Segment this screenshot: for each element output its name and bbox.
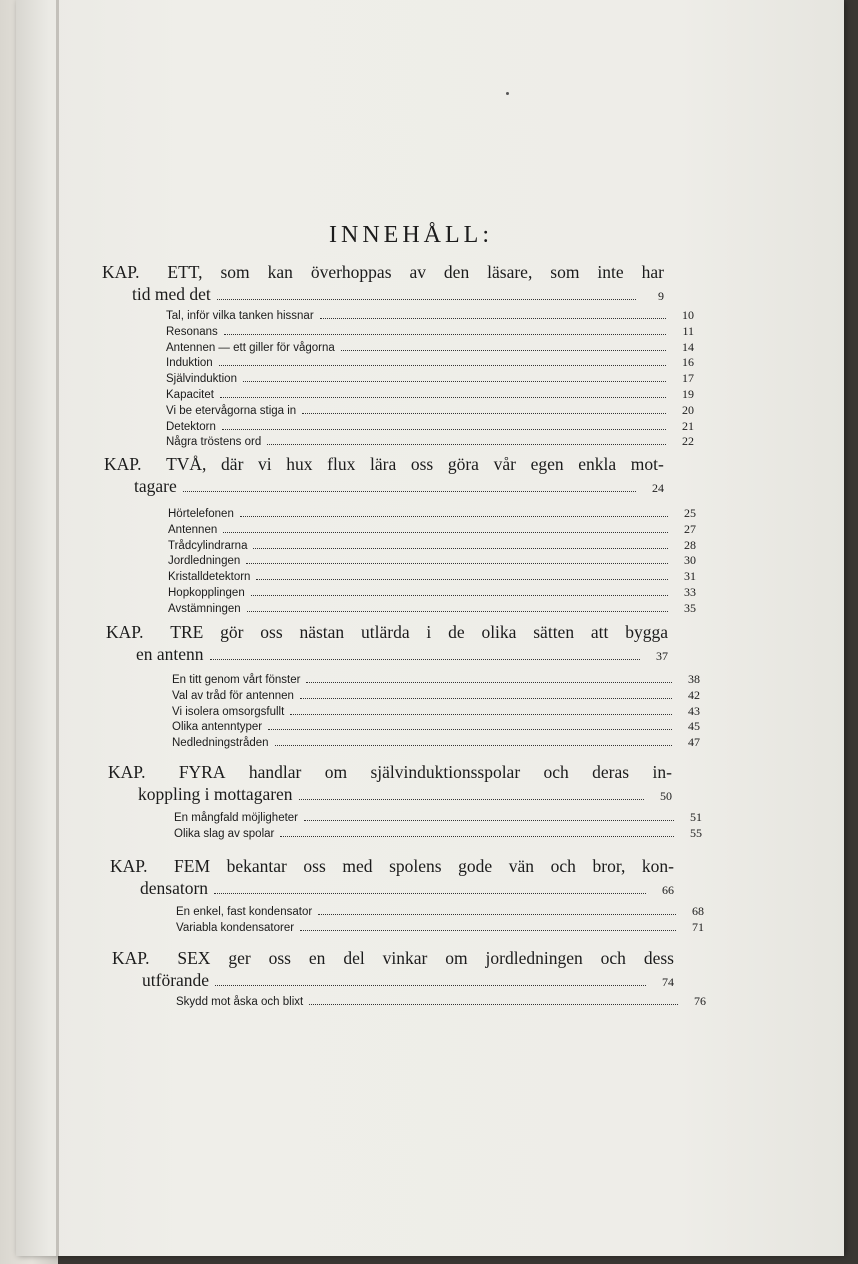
dot-leader — [280, 836, 674, 837]
subsection-title: Några tröstens ord — [166, 436, 262, 449]
list-item — [172, 735, 700, 751]
subsection-title: Självinduktion — [166, 373, 237, 386]
page-number: 43 — [688, 703, 700, 718]
chapter-heading — [110, 856, 674, 901]
heading-word: självinduktionsspolar — [370, 762, 521, 782]
heading-word: att — [590, 622, 609, 642]
list-item — [174, 810, 702, 826]
heading-word: oss — [303, 856, 326, 876]
page-number: 20 — [682, 402, 694, 417]
heading-word: bygga — [625, 622, 668, 642]
heading-word: sätten — [533, 622, 575, 642]
page-number: 9 — [658, 288, 664, 303]
heading-word: kon- — [641, 856, 674, 876]
chapter-heading — [102, 262, 664, 307]
heading-word: deras — [592, 762, 630, 782]
chapter-heading-continuation — [112, 970, 674, 994]
chapter-heading-line — [108, 762, 672, 784]
subsection-title: Skydd mot åska och blixt — [176, 996, 304, 1008]
heading-word: vän — [508, 856, 535, 876]
page-number: 74 — [662, 974, 674, 989]
heading-word: där — [221, 454, 244, 474]
heading-word: TVÅ, — [166, 454, 207, 474]
page-number: 38 — [688, 672, 700, 686]
subsection-title: Hopkopplingen — [168, 586, 245, 599]
page-title: INNEHÅLL: — [329, 222, 493, 248]
dot-leader — [267, 444, 666, 445]
heading-word: FYRA — [178, 762, 226, 782]
chapter-heading-line — [104, 454, 664, 476]
heading-word: KAP. — [112, 948, 150, 968]
page-number: 28 — [684, 537, 696, 552]
chapter-heading — [108, 762, 672, 807]
heading-word: gör — [220, 622, 244, 642]
page-number: 51 — [690, 810, 702, 824]
subsection-title: Antennen — [168, 523, 218, 536]
heading-word: överhoppas — [310, 262, 392, 282]
heading-word: vår — [493, 454, 516, 474]
page-fold — [56, 0, 59, 1256]
page-number: 55 — [690, 825, 702, 840]
page-number: 21 — [682, 418, 694, 433]
heading-word: flux — [327, 454, 356, 474]
heading-word: som — [550, 262, 580, 282]
page-number: 33 — [684, 584, 696, 599]
heading-word: oss — [268, 948, 291, 968]
subsection-title: Jordledningen — [168, 555, 241, 568]
chapter-heading — [106, 622, 668, 667]
heading-word: KAP. — [106, 622, 144, 642]
dot-leader — [217, 299, 636, 300]
page-number: 31 — [684, 569, 696, 584]
dot-leader — [341, 350, 666, 351]
heading-continuation-text: utförande — [142, 969, 210, 990]
heading-word: KAP. — [108, 762, 146, 782]
dot-leader — [251, 595, 668, 596]
heading-word: mot- — [630, 454, 664, 474]
heading-word: bekantar — [226, 856, 287, 876]
subsection-title: En titt genom vårt fönster — [172, 674, 301, 686]
heading-word: oss — [410, 454, 434, 474]
subsection-title: Avstämningen — [168, 602, 241, 615]
list-item — [168, 601, 696, 617]
heading-word: och — [543, 762, 569, 782]
heading-word: KAP. — [110, 856, 148, 876]
dot-leader — [222, 429, 666, 430]
subsection-list — [168, 506, 696, 617]
heading-word: in- — [652, 762, 672, 782]
dot-leader — [240, 516, 668, 517]
dot-leader — [220, 397, 666, 398]
subsection-title: Vi be etervågorna stiga in — [166, 404, 297, 417]
list-item — [174, 826, 702, 842]
page-number: 66 — [662, 882, 674, 897]
subsection-list — [166, 308, 694, 450]
heading-word: göra — [447, 454, 479, 474]
page-number: 24 — [652, 480, 664, 495]
list-item — [172, 719, 700, 735]
page-number: 45 — [688, 719, 700, 734]
page-number: 19 — [682, 386, 694, 401]
page-number: 17 — [682, 371, 694, 386]
page-number: 22 — [682, 434, 694, 449]
heading-word: och — [600, 948, 626, 968]
subsection-list — [174, 810, 702, 842]
dot-leader — [243, 381, 666, 382]
heading-word: jordledningen — [485, 948, 583, 968]
heading-word: i — [426, 622, 432, 642]
chapter-heading-continuation — [108, 784, 672, 808]
list-item — [166, 403, 694, 419]
dot-leader — [318, 914, 676, 915]
chapter-heading-continuation — [102, 284, 664, 308]
subsection-title: Hörtelefonen — [168, 508, 234, 520]
list-item — [168, 538, 696, 554]
page-number: 35 — [684, 600, 696, 615]
list-item — [166, 355, 694, 371]
heading-word: olika — [481, 622, 517, 642]
page-number: 50 — [660, 788, 672, 803]
heading-word: egen — [530, 454, 564, 474]
dot-leader — [300, 930, 676, 931]
dot-leader — [214, 893, 646, 894]
chapter-heading-line — [112, 948, 674, 970]
heading-word: med — [342, 856, 373, 876]
page-number: 37 — [656, 648, 668, 663]
page-number: 27 — [684, 521, 696, 536]
subsection-title: Induktion — [166, 357, 213, 370]
page-number: 42 — [688, 687, 700, 702]
heading-word: ETT, — [167, 262, 203, 282]
list-item — [166, 434, 694, 450]
heading-word: har — [641, 262, 664, 282]
dot-leader — [300, 698, 672, 699]
dot-leader — [246, 563, 668, 564]
dot-leader — [290, 714, 672, 715]
heading-word: KAP. — [104, 454, 142, 474]
ink-speck — [506, 92, 509, 95]
dot-leader — [183, 491, 636, 492]
heading-word: del — [343, 948, 365, 968]
heading-word: oss — [260, 622, 283, 642]
dot-leader — [304, 820, 674, 821]
heading-word: bror, — [592, 856, 626, 876]
page-number: 10 — [682, 308, 694, 322]
page-number: 76 — [694, 994, 706, 1008]
heading-word: om — [324, 762, 348, 782]
heading-word: vi — [258, 454, 272, 474]
heading-continuation-text: densatorn — [140, 877, 209, 898]
heading-word: vinkar — [382, 948, 428, 968]
heading-word: och — [550, 856, 576, 876]
heading-word: SEX — [177, 948, 211, 968]
page-number: 30 — [684, 553, 696, 568]
list-item — [168, 569, 696, 585]
subsection-title: Variabla kondensatorer — [176, 921, 295, 934]
dot-leader — [256, 579, 668, 580]
dot-leader — [268, 729, 672, 730]
list-item — [176, 920, 704, 936]
dot-leader — [247, 611, 668, 612]
subsection-title: Tal, inför vilka tanken hissnar — [166, 310, 314, 322]
heading-continuation-text: tid med det — [132, 283, 211, 304]
chapter-heading — [112, 948, 674, 993]
heading-word: gode — [458, 856, 493, 876]
subsection-title: Vi isolera omsorgsfullt — [172, 705, 285, 718]
chapter-heading-continuation — [104, 476, 664, 500]
chapter-heading-continuation — [106, 644, 668, 668]
page-number: 25 — [684, 506, 696, 520]
list-item — [176, 904, 704, 920]
list-item — [166, 387, 694, 403]
subsection-title: En mångfald möjligheter — [174, 812, 299, 824]
list-item — [166, 340, 694, 356]
subsection-title: Trådcylindrarna — [168, 539, 248, 552]
dot-leader — [306, 682, 672, 683]
heading-word: lära — [369, 454, 397, 474]
heading-word: de — [448, 622, 465, 642]
page-number: 16 — [682, 355, 694, 370]
heading-word: KAP. — [102, 262, 140, 282]
page-number: 71 — [692, 919, 704, 934]
heading-continuation-text: en antenn — [136, 643, 204, 664]
chapter-heading-continuation — [110, 878, 674, 902]
subsection-list — [176, 994, 706, 1010]
heading-word: enkla — [578, 454, 617, 474]
heading-word: den — [443, 262, 470, 282]
dot-leader — [219, 365, 666, 366]
dot-leader — [224, 334, 666, 335]
subsection-title: Detektorn — [166, 420, 216, 433]
heading-word: inte — [597, 262, 624, 282]
subsection-title: Val av tråd för antennen — [172, 689, 294, 702]
dot-leader — [302, 413, 666, 414]
chapter-heading-line — [102, 262, 664, 284]
list-item — [172, 704, 700, 720]
subsection-title: Olika slag av spolar — [174, 827, 275, 840]
page — [16, 0, 844, 1256]
subsection-list — [172, 672, 700, 751]
heading-word: FEM — [174, 856, 211, 876]
subsection-title: Antennen — ett giller för vågorna — [166, 341, 335, 354]
dot-leader — [309, 1004, 678, 1005]
dot-leader — [223, 532, 668, 533]
subsection-title: Nedledningstråden — [172, 737, 269, 750]
heading-continuation-text: tagare — [134, 475, 177, 496]
heading-word: TRE — [170, 622, 204, 642]
dot-leader — [215, 985, 646, 986]
heading-word: dess — [643, 948, 674, 968]
list-item — [168, 522, 696, 538]
heading-word: om — [445, 948, 468, 968]
subsection-title: Kristalldetektorn — [168, 571, 251, 584]
heading-word: kan — [267, 262, 293, 282]
page-number: 47 — [688, 735, 700, 750]
dot-leader — [210, 659, 640, 660]
list-item — [166, 371, 694, 387]
heading-word: av — [409, 262, 426, 282]
heading-word: nästan — [299, 622, 345, 642]
list-item — [172, 672, 700, 688]
heading-word: hux — [286, 454, 313, 474]
page-number: 14 — [682, 339, 694, 354]
heading-word: ger — [228, 948, 251, 968]
subsection-title: En enkel, fast kondensator — [176, 906, 313, 918]
heading-word: utlärda — [361, 622, 410, 642]
chapter-heading-line — [106, 622, 668, 644]
dot-leader — [275, 745, 672, 746]
chapter-heading — [104, 454, 664, 499]
list-item — [168, 506, 696, 522]
heading-word: spolens — [389, 856, 442, 876]
page-number: 68 — [692, 904, 704, 918]
list-item — [172, 688, 700, 704]
chapter-heading-line — [110, 856, 674, 878]
subsection-list — [176, 904, 704, 936]
heading-word: läsare, — [487, 262, 533, 282]
page-number: 11 — [682, 323, 694, 338]
list-item — [166, 324, 694, 340]
subsection-title: Kapacitet — [166, 388, 214, 401]
list-item — [168, 585, 696, 601]
list-item — [166, 308, 694, 324]
dot-leader — [299, 799, 644, 800]
dot-leader — [320, 318, 666, 319]
heading-continuation-text: koppling i mottagaren — [138, 783, 293, 804]
heading-word: som — [220, 262, 250, 282]
list-item — [166, 419, 694, 435]
heading-word: en — [308, 948, 326, 968]
subsection-title: Olika antenntyper — [172, 721, 263, 734]
list-item — [176, 994, 706, 1010]
dot-leader — [253, 548, 668, 549]
heading-word: handlar — [248, 762, 302, 782]
subsection-title: Resonans — [166, 325, 218, 338]
list-item — [168, 553, 696, 569]
